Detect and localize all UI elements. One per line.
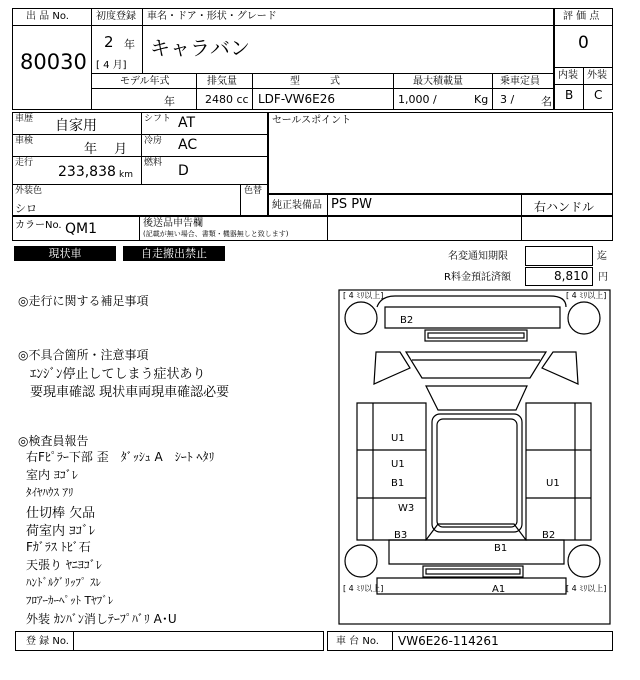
rear-door [389, 540, 564, 564]
rear-plate [423, 566, 523, 577]
model-year-unit: 年 [164, 95, 175, 108]
displacement: 2480 cc [205, 93, 249, 106]
inspection: 年 月 [84, 142, 128, 157]
mileage-unit: km [119, 170, 133, 180]
car-name-label: 車名・ドア・形状・グレード [147, 11, 277, 22]
model-type: LDF-VW6E26 [258, 92, 336, 106]
recycle-amount: 8,810 [554, 269, 589, 283]
tire-depth-rear-right: [ 4 ﾐﾘ以上] [566, 584, 607, 593]
damage-mark: U1 [391, 459, 405, 470]
roof [432, 414, 522, 532]
inspector-line: 外装 ｶﾝﾊﾞﾝ消しﾃｰﾌﾟﾊﾞﾘ A･U [26, 612, 177, 626]
shift-label: シフト [144, 114, 172, 124]
registration-month: [ 4 月] [96, 60, 127, 71]
exterior-color-label: 外装色 [15, 186, 43, 196]
exterior-color: シロ [15, 202, 37, 215]
interior-grade: B [565, 88, 574, 102]
damage-mark: A1 [492, 584, 506, 595]
tire-rear-left [345, 545, 377, 577]
tire-depth-rear-left: [ 4 ﾐﾘ以上] [343, 584, 384, 593]
damage-mark: W3 [398, 503, 415, 514]
hood [406, 352, 546, 378]
front-grille [425, 330, 527, 341]
max-load-unit: Kg [474, 93, 489, 106]
chassis-no: VW6E26-114261 [398, 634, 499, 648]
registration-year-unit: 年 [124, 38, 135, 51]
fuel: D [178, 163, 189, 179]
docs-note: (記載が無い場合、書類・機器無しと致します) [143, 230, 289, 238]
as-is-badge: 現状車 [14, 246, 116, 261]
first-registration-label: 初度登録 [96, 11, 136, 22]
damage-mark: B2 [542, 530, 556, 541]
rear-bumper [377, 578, 566, 594]
lot-number: 80030 [20, 50, 87, 74]
max-load: 1,000 / [398, 93, 437, 106]
mileage-label: 走行 [15, 158, 34, 168]
windshield [426, 386, 527, 410]
damage-mark: B1 [391, 478, 405, 489]
displacement-label: 排気量 [207, 76, 237, 87]
damage-mark: U1 [546, 478, 560, 489]
name-change-label: 名変通知期限 [448, 251, 508, 262]
inspector-line: 荷室内 ﾖｺﾞﾚ [26, 524, 96, 539]
damage-mark: U1 [391, 433, 405, 444]
inspector-header: ◎検査員報告 [18, 434, 89, 448]
rating-label: 評 価 点 [563, 11, 600, 22]
inspector-line: 天張り ﾔﾆﾖｺﾞﾚ [26, 558, 102, 572]
inspector-line: ﾌﾛｱｰｶｰﾍﾟｯﾄ Tﾔﾌﾞﾚ [26, 594, 114, 607]
tire-front-left [345, 302, 377, 334]
exterior-label: 外装 [587, 70, 607, 81]
left-side [357, 403, 426, 540]
chassis-no-label: 車 台 No. [336, 636, 379, 647]
driving-notes-header: ◎走行に関する補足事項 [18, 294, 149, 308]
front-bumper-outline [377, 296, 566, 307]
tire-depth-front-right: [ 4 ﾐﾘ以上] [566, 291, 607, 300]
tire-front-right [568, 302, 600, 334]
defect-line: ｴﾝｼﾞﾝ停止してしまう症状あり [30, 367, 206, 382]
model-year-label: モデル年式 [120, 76, 170, 87]
equipment-label: 純正装備品 [272, 200, 322, 211]
ac: AC [178, 137, 198, 153]
recycle-label: R料金預託済額 [444, 272, 511, 283]
recycle-unit: 円 [598, 272, 608, 283]
rating-value: 0 [578, 33, 589, 53]
inspector-line: 仕切棒 欠品 [26, 506, 96, 521]
front-fender-right [542, 352, 578, 384]
tire-depth-front-left: [ 4 ﾐﾘ以上] [343, 291, 384, 300]
repaint-label: 色替 [244, 186, 263, 196]
damage-mark: B2 [400, 315, 414, 326]
no-drive-badge: 自走搬出禁止 [123, 246, 225, 261]
name-change-unit: 迄 [597, 251, 607, 262]
color-no-label: カラーNo. [15, 220, 62, 231]
history: 自家用 [55, 118, 97, 134]
interior-label: 内装 [558, 70, 578, 81]
ac-label: 冷房 [144, 136, 163, 146]
capacity-unit: 名 [541, 95, 552, 108]
defects-header: ◎不具合箇所・注意事項 [18, 348, 149, 362]
equipment: PS PW [331, 197, 372, 212]
registration-no-label: 登 録 No. [26, 636, 69, 647]
defect-line: 要現車確認 現状車両現車確認必要 [30, 385, 230, 400]
shift: AT [178, 115, 196, 131]
steering: 右ハンドル [534, 200, 595, 214]
docs-label: 後送品申告欄 [143, 218, 203, 229]
car-name: キャラバン [150, 36, 250, 60]
mileage: 233,838 [58, 164, 116, 180]
registration-year: 2 [104, 33, 114, 51]
inspector-line: 右Fﾋﾟﾗｰ下部 歪 ﾀﾞｯｼｭ A ｼｰﾄ ﾍﾀﾘ [26, 450, 215, 464]
inspector-line: Fｶﾞﾗｽ ﾄﾋﾞ石 [26, 540, 91, 554]
right-side [526, 403, 591, 540]
fuel-label: 燃料 [144, 158, 163, 168]
inspector-line: ﾀｲﾔﾊｳｽ ｱﾘ [26, 486, 74, 499]
exterior-grade: C [594, 88, 603, 102]
lot-number-label: 出 品 No. [26, 11, 69, 22]
tire-rear-right [568, 545, 600, 577]
inspection-label: 車検 [15, 136, 34, 146]
front-fender-left [374, 352, 410, 384]
inspector-line: 室内 ﾖｺﾞﾚ [26, 468, 78, 482]
max-load-label: 最大積載量 [413, 76, 463, 87]
damage-mark: B3 [394, 530, 408, 541]
capacity: 3 / [500, 93, 515, 106]
color-no: QM1 [65, 221, 98, 237]
inspector-line: ﾊﾝﾄﾞﾙｸﾞﾘｯﾌﾟ ｽﾚ [26, 576, 101, 589]
type-label: 型 式 [290, 76, 340, 87]
sales-point-label: セールスポイント [272, 115, 352, 126]
history-label: 車歴 [15, 114, 34, 124]
damage-mark: B1 [494, 543, 508, 554]
capacity-label: 乗車定員 [500, 76, 540, 87]
